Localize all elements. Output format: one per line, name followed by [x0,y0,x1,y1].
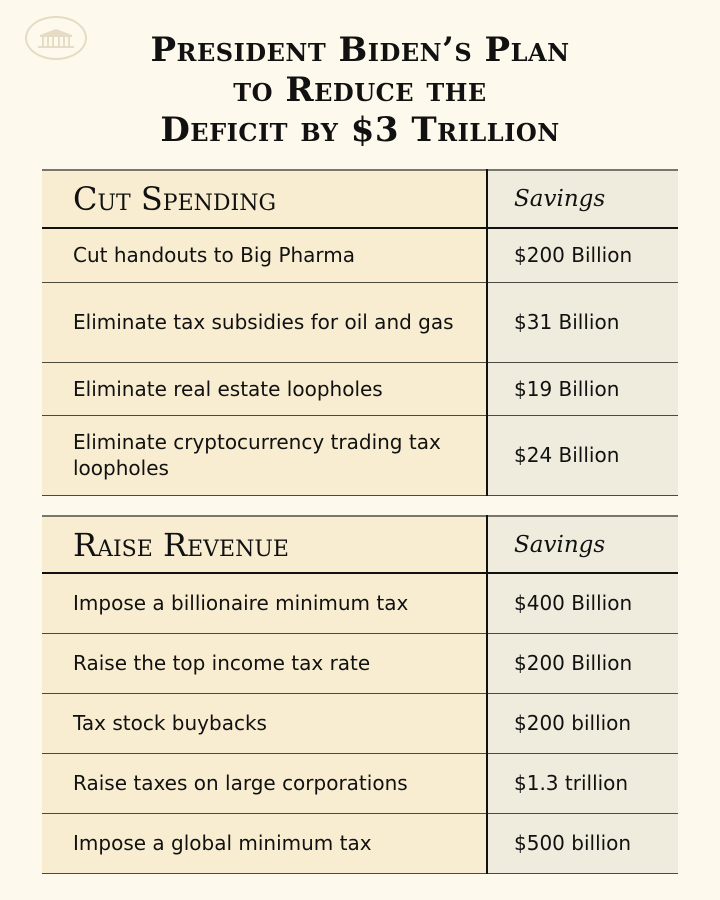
savings: $19 Billion [487,362,678,415]
item: Raise the top income tax rate [42,633,487,693]
table-row [42,633,678,693]
item: Cut handouts to Big Pharma [42,228,487,282]
savings: $31 Billion [487,282,678,362]
section-heading: Raise Revenue [42,516,487,573]
table-row [42,282,678,362]
table-row [42,228,678,282]
item: Impose a billionaire minimum tax [42,573,487,633]
savings-header: Savings [487,170,678,228]
table-row [42,753,678,813]
table-row [42,573,678,633]
item: Tax stock buybacks [42,693,487,753]
table-row [42,415,678,495]
item: Eliminate cryptocurrency trading tax loopholes [42,415,487,495]
title-line: to Reduce the [233,70,487,110]
savings: $400 Billion [487,573,678,633]
savings: $500 billion [487,813,678,873]
page-title [0,30,720,150]
item: Eliminate tax subsidies for oil and gas [42,282,487,362]
table-row [42,813,678,873]
savings: $200 Billion [487,633,678,693]
item: Eliminate real estate loopholes [42,362,487,415]
title-line: President Biden’s Plan [150,30,570,70]
raise-revenue-table [42,515,678,874]
savings: $24 Billion [487,415,678,495]
savings-header: Savings [487,516,678,573]
item: Raise taxes on large corporations [42,753,487,813]
table-row [42,362,678,415]
section-heading: Cut Spending [42,170,487,228]
cut-spending-table [42,169,678,496]
savings: $200 Billion [487,228,678,282]
title-line: Deficit by $3 Trillion [160,110,560,150]
item: Impose a global minimum tax [42,813,487,873]
savings: $200 billion [487,693,678,753]
table-row [42,693,678,753]
savings: $1.3 trillion [487,753,678,813]
